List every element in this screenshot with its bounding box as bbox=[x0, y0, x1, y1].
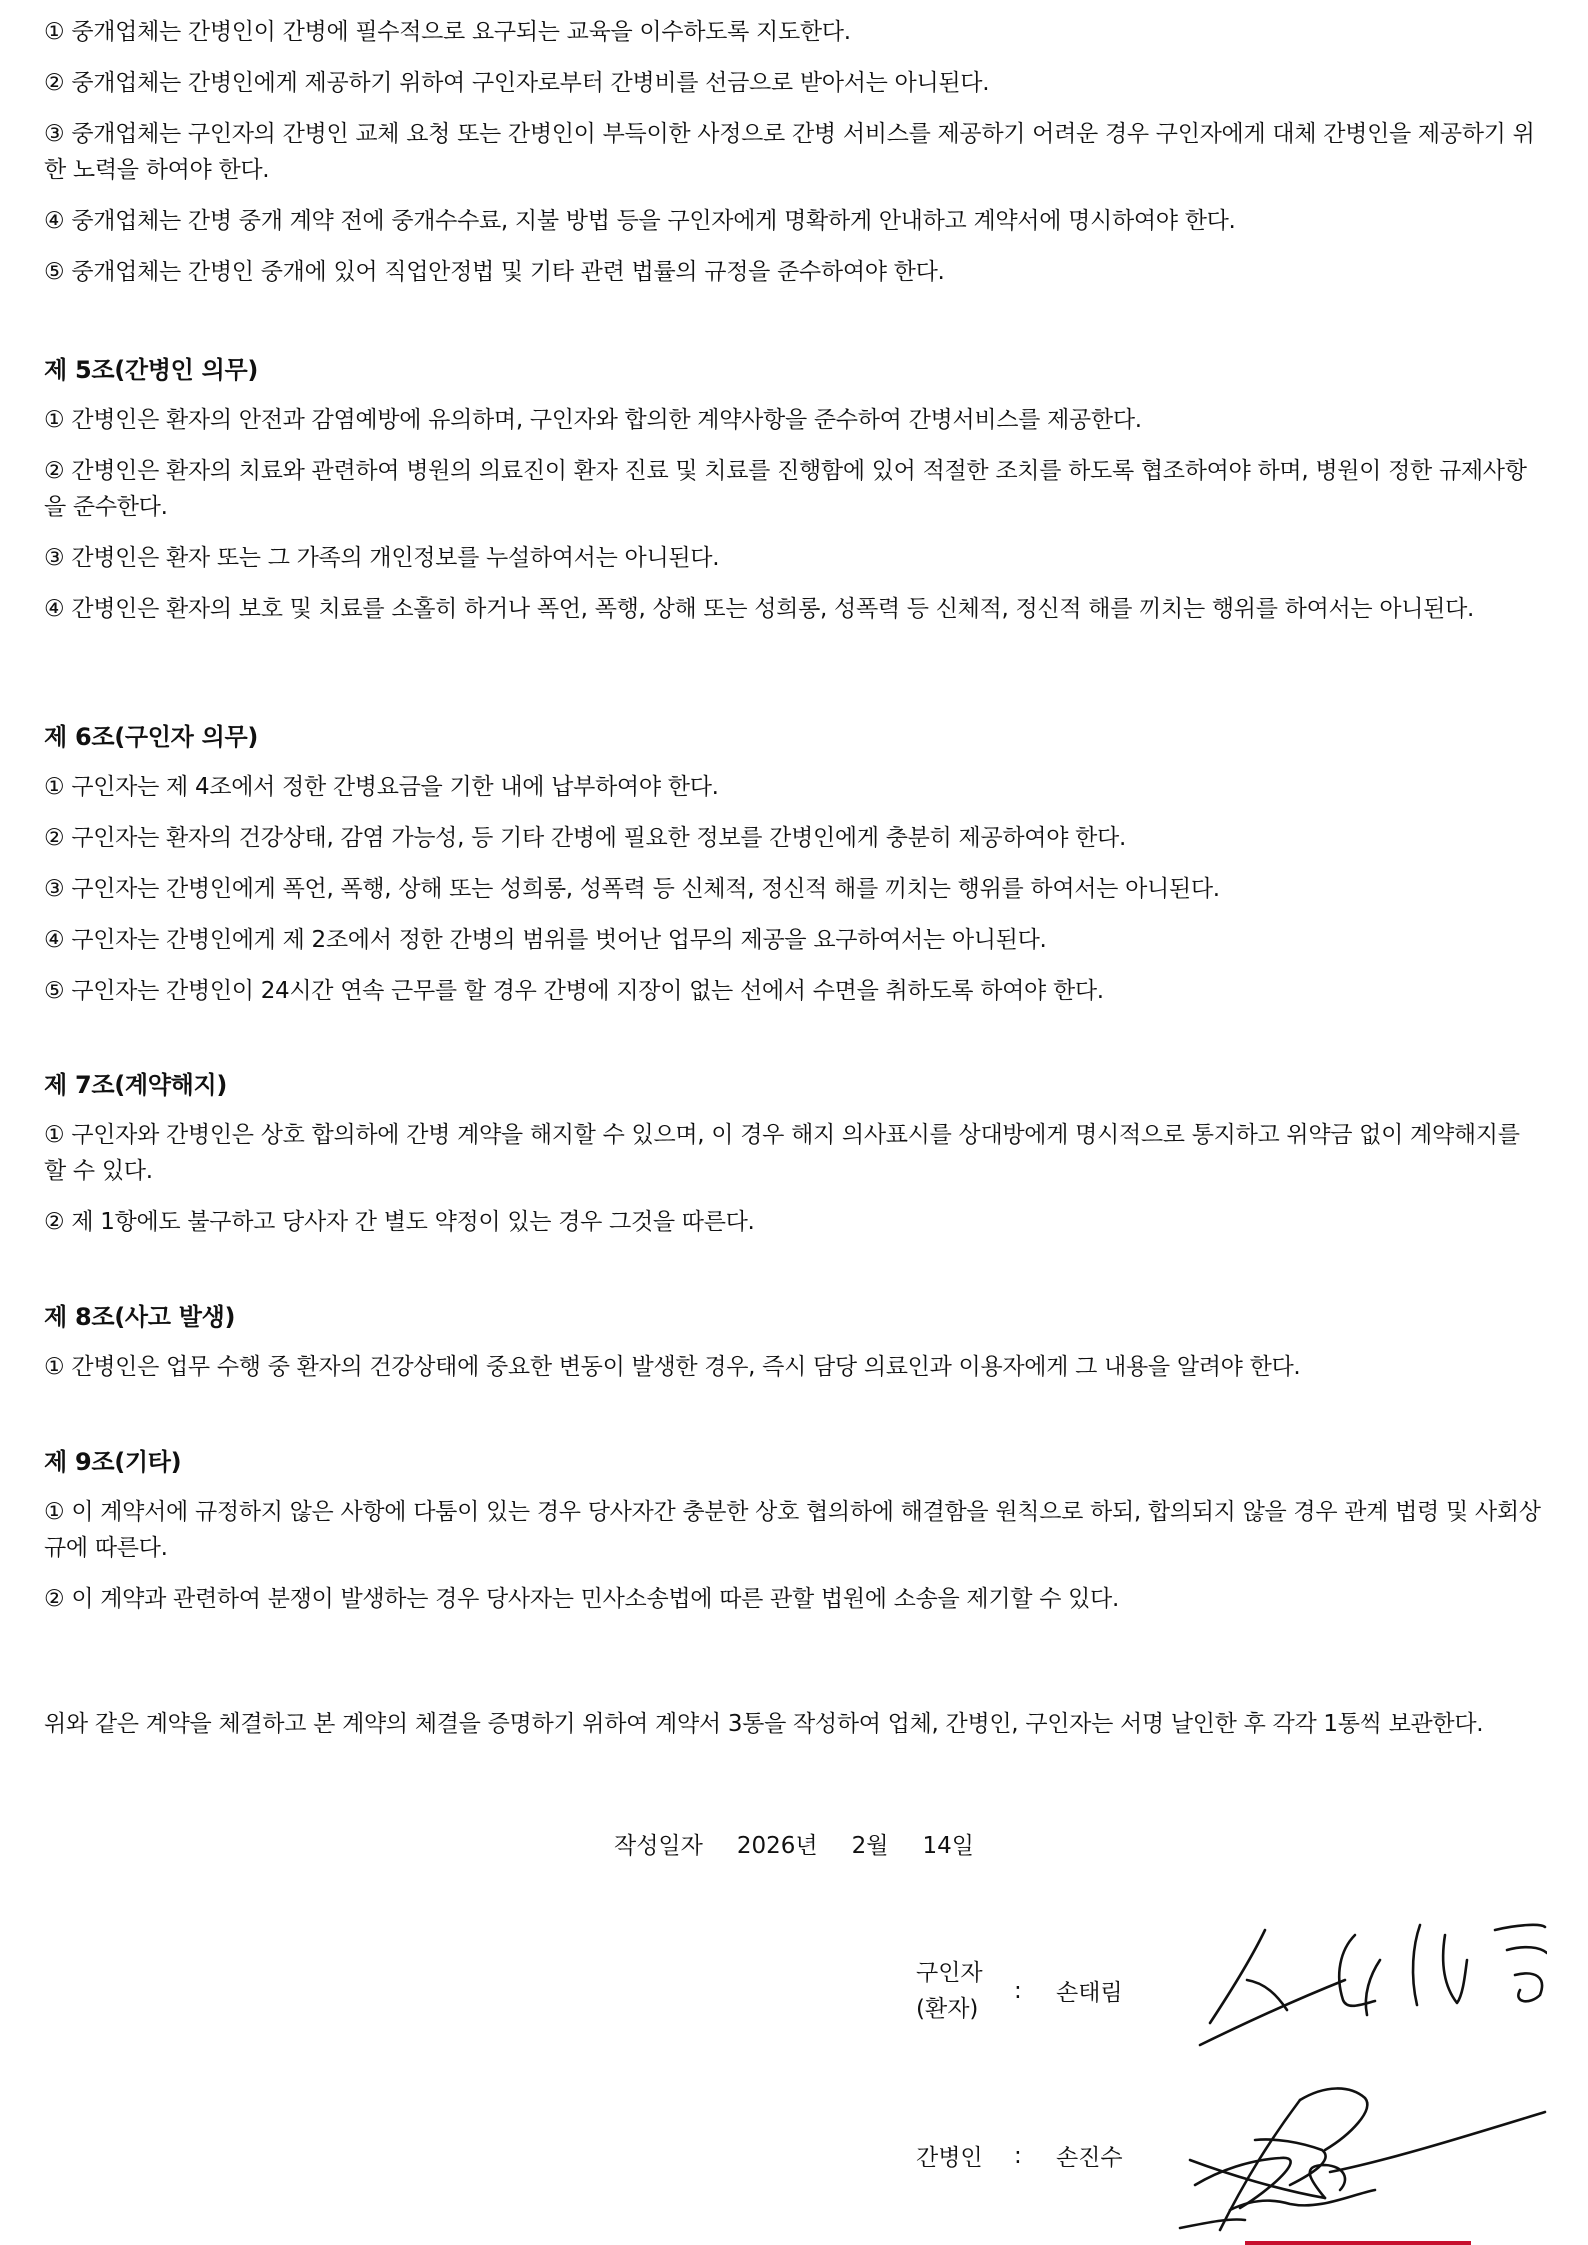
article-8 bbox=[44, 1299, 1544, 1400]
date-label: 작성일자 bbox=[614, 1833, 703, 1859]
clause-item: ④ 간병인은 환자의 보호 및 치료를 소홀히 하거나 폭언, 폭행, 상해 또는 성희롱, 성폭력 등 신체적, 정신적 해를 끼치는 행위를 하여서는 아니된다. bbox=[44, 596, 1475, 622]
signatory-name: 손진수 bbox=[1056, 2145, 1123, 2171]
signatory-colon: : bbox=[1014, 1978, 1022, 2004]
signing-date bbox=[0, 1828, 1588, 1864]
clause-item: ③ 구인자는 간병인에게 폭언, 폭행, 상해 또는 성희롱, 성폭력 등 신체적, 정신적 해를 끼치는 행위를 하여서는 아니된다. bbox=[44, 876, 1220, 902]
article-title: 제 5조(간병인 의무) bbox=[44, 356, 259, 384]
clause-item: ① 중개업체는 간병인이 간병에 필수적으로 요구되는 교육을 이수하도록 지도한다. bbox=[44, 19, 851, 45]
signatory-client bbox=[916, 1955, 1216, 2035]
clause-item: ② 중개업체는 간병인에게 제공하기 위하여 구인자로부터 간병비를 선금으로 받아서는 아니된다. bbox=[44, 70, 990, 96]
date-day: 14일 bbox=[922, 1833, 974, 1859]
signatory-label: 구인자 bbox=[916, 1960, 983, 1986]
clause-item: ② 이 계약과 관련하여 분쟁이 발생하는 경우 당사자는 민사소송법에 따른 관할 법원에 소송을 제기할 수 있다. bbox=[44, 1586, 1119, 1612]
clause-item: ④ 구인자는 간병인에게 제 2조에서 정한 간병의 범위를 벗어난 업무의 제공을 요구하여서는 아니된다. bbox=[44, 927, 1047, 953]
clause-item: ③ 간병인은 환자 또는 그 가족의 개인정보를 누설하여서는 아니된다. bbox=[44, 545, 720, 571]
date-year: 2026년 bbox=[736, 1833, 818, 1859]
date-month: 2월 bbox=[851, 1833, 889, 1859]
article-6 bbox=[44, 719, 1544, 1024]
clause-item: ⑤ 구인자는 간병인이 24시간 연속 근무를 할 경우 간병에 지장이 없는 선에서 수면을 취하도록 하여야 한다. bbox=[44, 978, 1104, 1004]
clause-item: ② 제 1항에도 불구하고 당사자 간 별도 약정이 있는 경우 그것을 따른다. bbox=[44, 1209, 755, 1235]
clause-item: ① 간병인은 환자의 안전과 감염예방에 유의하며, 구인자와 합의한 계약사항을 준수하여 간병서비스를 제공한다. bbox=[44, 407, 1142, 433]
clause-item: ⑤ 중개업체는 간병인 중개에 있어 직업안정법 및 기타 관련 법률의 규정을 준수하여야 한다. bbox=[44, 259, 945, 285]
article-title: 제 9조(기타) bbox=[44, 1448, 182, 1476]
closing-statement: 위와 같은 계약을 체결하고 본 계약의 체결을 증명하기 위하여 계약서 3통을 작성하여 업체, 간병인, 구인자는 서명 날인한 후 각각 1통씩 보관한다. bbox=[44, 1711, 1484, 1737]
article-9 bbox=[44, 1444, 1544, 1632]
clause-item: ④ 중개업체는 간병 중개 계약 전에 중개수수료, 지불 방법 등을 구인자에게 명확하게 안내하고 계약서에 명시하여야 한다. bbox=[44, 208, 1236, 234]
clause-item: ③ 중개업체는 구인자의 간병인 교체 요청 또는 간병인이 부득이한 사정으로 간병 서비스를 제공하기 어려운 경우 구인자에게 대체 간병인을 제공하기 위한 노력을 하여야 한다. bbox=[44, 121, 1535, 183]
signatory-name: 손태림 bbox=[1056, 1980, 1123, 2006]
signature-caregiver bbox=[1150, 2080, 1550, 2235]
clause-item: ① 간병인은 업무 수행 중 환자의 건강상태에 중요한 변동이 발생한 경우, 즉시 담당 의료인과 이용자에게 그 내용을 알려야 한다. bbox=[44, 1354, 1301, 1380]
article-7 bbox=[44, 1067, 1544, 1255]
article-title: 제 8조(사고 발생) bbox=[44, 1303, 236, 1331]
clause-item: ② 구인자는 환자의 건강상태, 감염 가능성, 등 기타 간병에 필요한 정보를 간병인에게 충분히 제공하여야 한다. bbox=[44, 825, 1126, 851]
article-title: 제 7조(계약해지) bbox=[44, 1071, 228, 1099]
article-5 bbox=[44, 352, 1544, 642]
signatory-label-sub: (환자) bbox=[916, 1996, 979, 2022]
clause-item: ① 구인자와 간병인은 상호 합의하에 간병 계약을 해지할 수 있으며, 이 경우 해지 의사표시를 상대방에게 명시적으로 통지하고 위약금 없이 계약해지를 할 수 있다. bbox=[44, 1122, 1520, 1184]
clause-item: ① 이 계약서에 규정하지 않은 사항에 다툼이 있는 경우 당사자간 충분한 상호 협의하에 해결함을 원칙으로 하되, 합의되지 않을 경우 관계 법령 및 사회상규에 따른다. bbox=[44, 1499, 1541, 1561]
article-4-continued bbox=[44, 14, 1544, 305]
signatory-colon: : bbox=[1014, 2143, 1022, 2169]
signature-client bbox=[1195, 1905, 1547, 2055]
article-title: 제 6조(구인자 의무) bbox=[44, 723, 259, 751]
signatory-label: 간병인 bbox=[916, 2145, 983, 2171]
clause-item: ② 간병인은 환자의 치료와 관련하여 병원의 의료진이 환자 진료 및 치료를 진행함에 있어 적절한 조치를 하도록 협조하여야 하며, 병원이 정한 규제사항을 준수한다. bbox=[44, 458, 1527, 520]
red-stamp-edge bbox=[1245, 2241, 1471, 2245]
clause-item: ① 구인자는 제 4조에서 정한 간병요금을 기한 내에 납부하여야 한다. bbox=[44, 774, 719, 800]
